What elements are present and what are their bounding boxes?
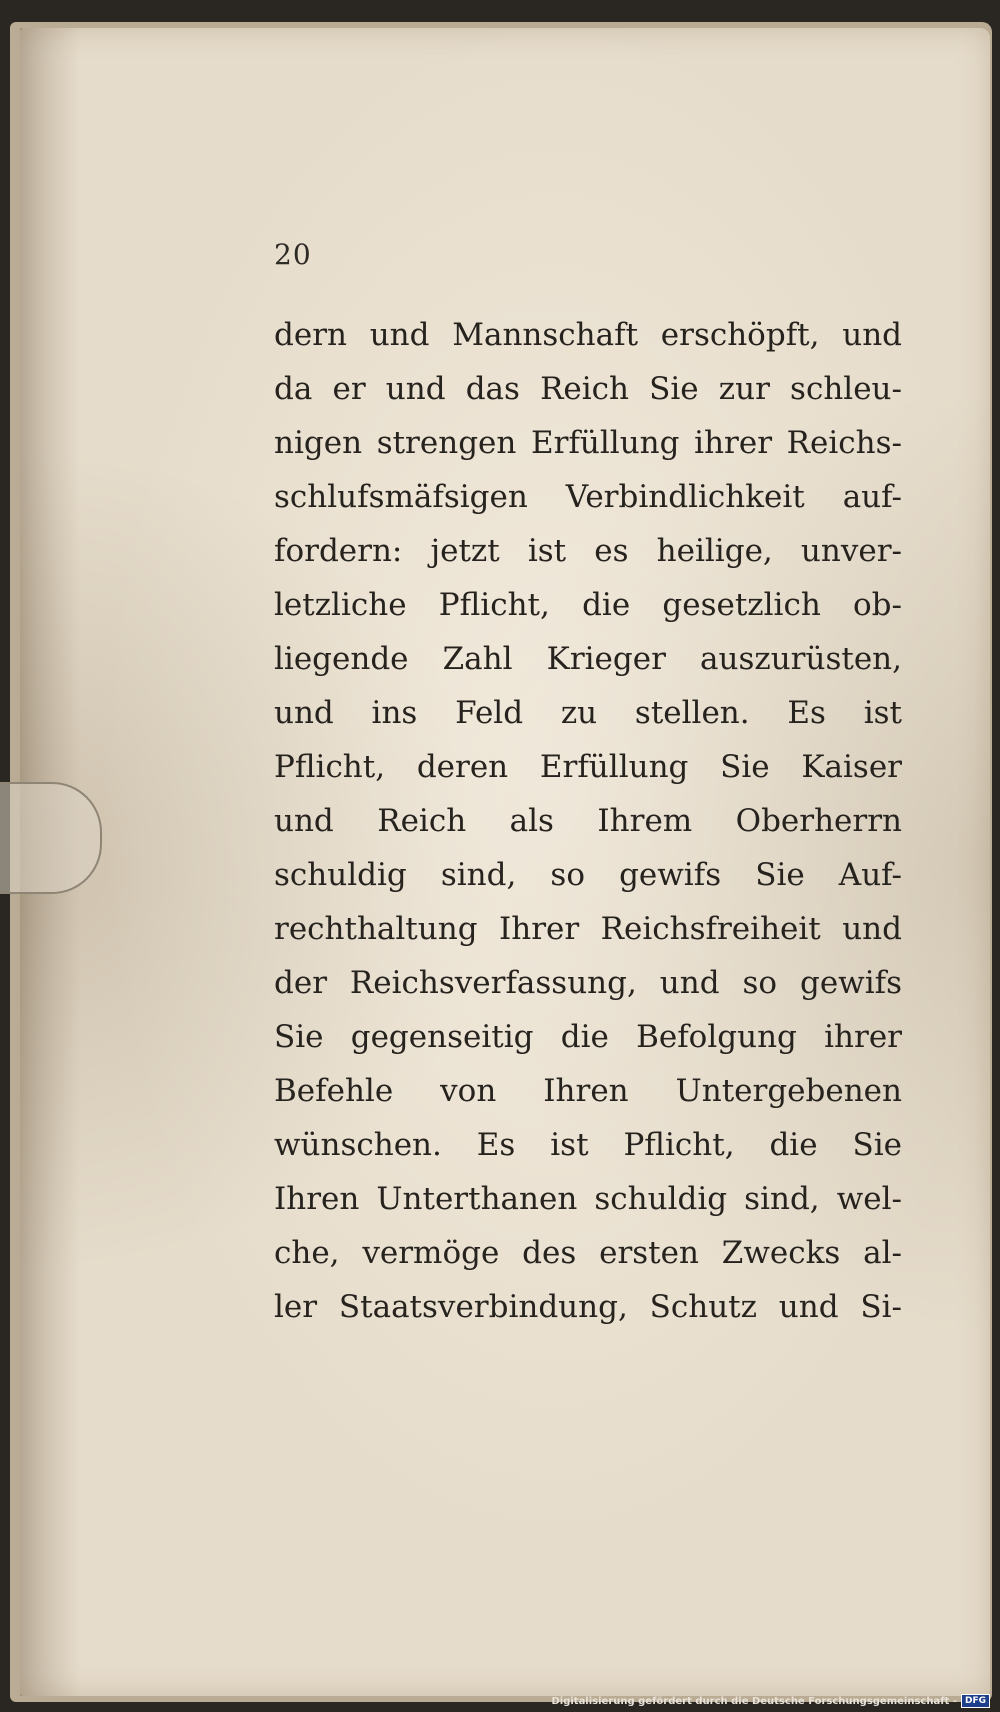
text-line: che, vermöge des ersten Zwecks al- [274, 1235, 902, 1271]
text-line: wünschen. Es ist Pflicht, die Sie [274, 1127, 902, 1163]
page-tab-marker [0, 782, 102, 894]
text-line: da er und das Reich Sie zur schleu- [274, 371, 902, 407]
text-line: schlufsmäfsigen Verbindlichkeit auf- [274, 479, 902, 515]
text-line: der Reichsverfassung, und so gewifs [274, 965, 902, 1001]
text-line: Pflicht, deren Erfüllung Sie Kaiser [274, 749, 902, 785]
text-line: dern und Mannschaft erschöpft, und [274, 317, 902, 353]
digitization-credit [551, 1694, 990, 1708]
text-line: Ihren Unterthanen schuldig sind, wel- [274, 1181, 902, 1217]
text-line: liegende Zahl Krieger auszurüsten, [274, 641, 902, 677]
text-line: rechthaltung Ihrer Reichsfreiheit und [274, 911, 902, 947]
text-line: und ins Feld zu stellen. Es ist [274, 695, 902, 731]
text-line: Sie gegenseitig die Befolgung ihrer [274, 1019, 902, 1055]
text-line: fordern: jetzt ist es heilige, unver- [274, 533, 902, 569]
text-line: letzliche Pflicht, die gesetzlich ob- [274, 587, 902, 623]
text-line: schuldig sind, so gewifs Sie Auf- [274, 857, 902, 893]
text-line: ler Staatsverbindung, Schutz und Si- [274, 1289, 902, 1325]
text-line: Befehle von Ihren Untergebenen [274, 1073, 902, 1109]
text-line: nigen strengen Erfüllung ihrer Reichs- [274, 425, 902, 461]
page-number: 20 [274, 238, 312, 271]
dfg-logo-icon: DFG [961, 1694, 990, 1708]
text-line: und Reich als Ihrem Oberherrn [274, 803, 902, 839]
body-text [274, 308, 902, 1334]
credit-text: Digitalisierung gefördert durch die Deutsche Forschungsgemeinschaft - [551, 1695, 957, 1707]
